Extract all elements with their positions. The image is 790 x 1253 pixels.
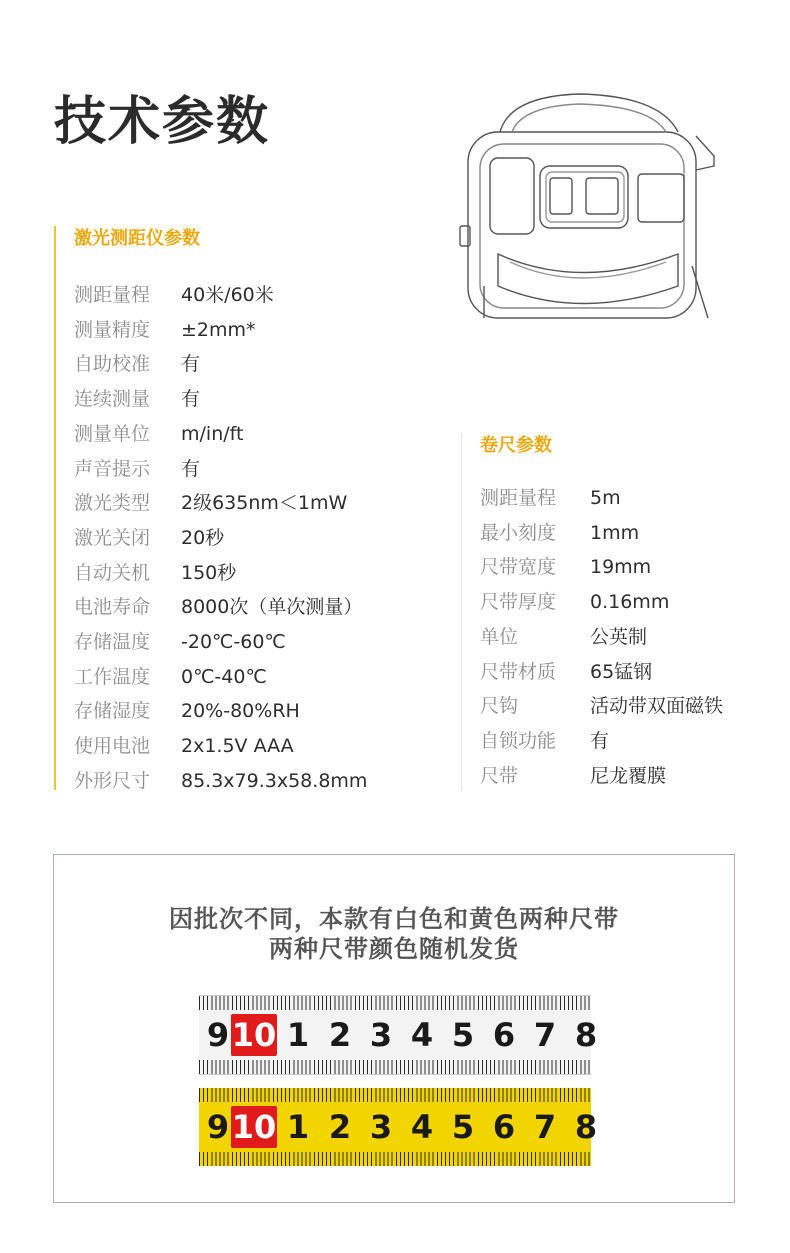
tape-measure-illustration: [460, 86, 722, 322]
spec-row: 存储湿度 20%-80%RH: [74, 700, 300, 723]
tape-number: 5: [451, 1016, 475, 1054]
tape-number: 4: [410, 1016, 434, 1054]
tape-number: 1: [286, 1016, 310, 1054]
spec-row: 激光关闭 20秒: [74, 526, 225, 549]
spec-row: 尺带材质 65锰钢: [480, 660, 653, 683]
spec-row: 尺钩 活动带双面磁铁: [480, 695, 724, 718]
spec-row: 单位 公英制: [480, 625, 648, 648]
tape-number: 6: [492, 1016, 516, 1054]
tape-number: 3: [369, 1108, 393, 1146]
spec-row: 激光类型 2级635nm＜1mW: [74, 492, 348, 515]
laser-section-title: 激光测距仪参数: [74, 228, 200, 249]
yellow-tape-sample: [199, 1088, 598, 1166]
spec-row: 测距量程 5m: [480, 487, 621, 509]
tape-number: 2: [328, 1016, 352, 1054]
tape-numbers: [199, 1106, 598, 1148]
tape-numbers: [199, 1014, 598, 1056]
spec-row: 电池寿命 8000次（单次测量）: [74, 596, 363, 619]
notice-line-2: 两种尺带颜色随机发货: [269, 935, 519, 963]
tape-number: 3: [369, 1016, 393, 1054]
tape-number: 4: [410, 1108, 434, 1146]
spec-row: 自动关机 150秒: [74, 561, 237, 584]
tape-specs-section: [461, 433, 762, 791]
tape-number-highlight: 10: [231, 1108, 277, 1146]
spec-row: 外形尺寸 85.3x79.3x58.8mm: [74, 769, 368, 792]
tape-number: 7: [533, 1108, 557, 1146]
spec-row: 自锁功能 有: [480, 729, 610, 752]
spec-row: 测量单位 m/in/ft: [74, 422, 244, 445]
spec-row: 使用电池 2x1.5V AAA: [74, 735, 294, 758]
spec-row: 测量精度 ±2mm*: [74, 318, 256, 341]
tape-ticks: [199, 1060, 591, 1074]
tape-section-title: 卷尺参数: [480, 435, 552, 456]
tape-number: 9: [206, 1108, 230, 1146]
tape-number: 8: [574, 1108, 598, 1146]
spec-row: 自助校准 有: [74, 353, 201, 376]
spec-row: 工作温度 0℃-40℃: [74, 665, 267, 688]
tape-number-highlight: 10: [231, 1016, 277, 1054]
tape-number: 2: [328, 1108, 352, 1146]
spec-row: 测距量程 40米/60米: [74, 284, 274, 306]
tape-ticks: [199, 1152, 591, 1166]
spec-row: 最小刻度 1mm: [480, 521, 640, 544]
spec-row: 尺带宽度 19mm: [480, 556, 652, 579]
spec-row: 尺带厚度 0.16mm: [480, 591, 670, 614]
white-tape-sample: [199, 995, 598, 1075]
tape-number: 7: [533, 1016, 557, 1054]
tape-number: 9: [206, 1016, 230, 1054]
tape-color-notice: [53, 854, 735, 1203]
tape-number: 6: [492, 1108, 516, 1146]
spec-row: 尺带 尼龙覆膜: [480, 764, 667, 787]
spec-row: 声音提示 有: [74, 457, 201, 480]
notice-line-1: 因批次不同，本款有白色和黄色两种尺带: [169, 905, 619, 933]
tape-ticks: [199, 1088, 591, 1102]
tape-number: 8: [574, 1016, 598, 1054]
spec-row: 连续测量 有: [74, 388, 201, 411]
tape-number: 1: [286, 1108, 310, 1146]
page-title: 技术参数: [54, 92, 271, 152]
tape-number: 5: [451, 1108, 475, 1146]
tape-ticks: [199, 996, 591, 1010]
laser-specs-section: [54, 226, 436, 790]
spec-row: 存储温度 -20℃-60℃: [74, 631, 286, 653]
